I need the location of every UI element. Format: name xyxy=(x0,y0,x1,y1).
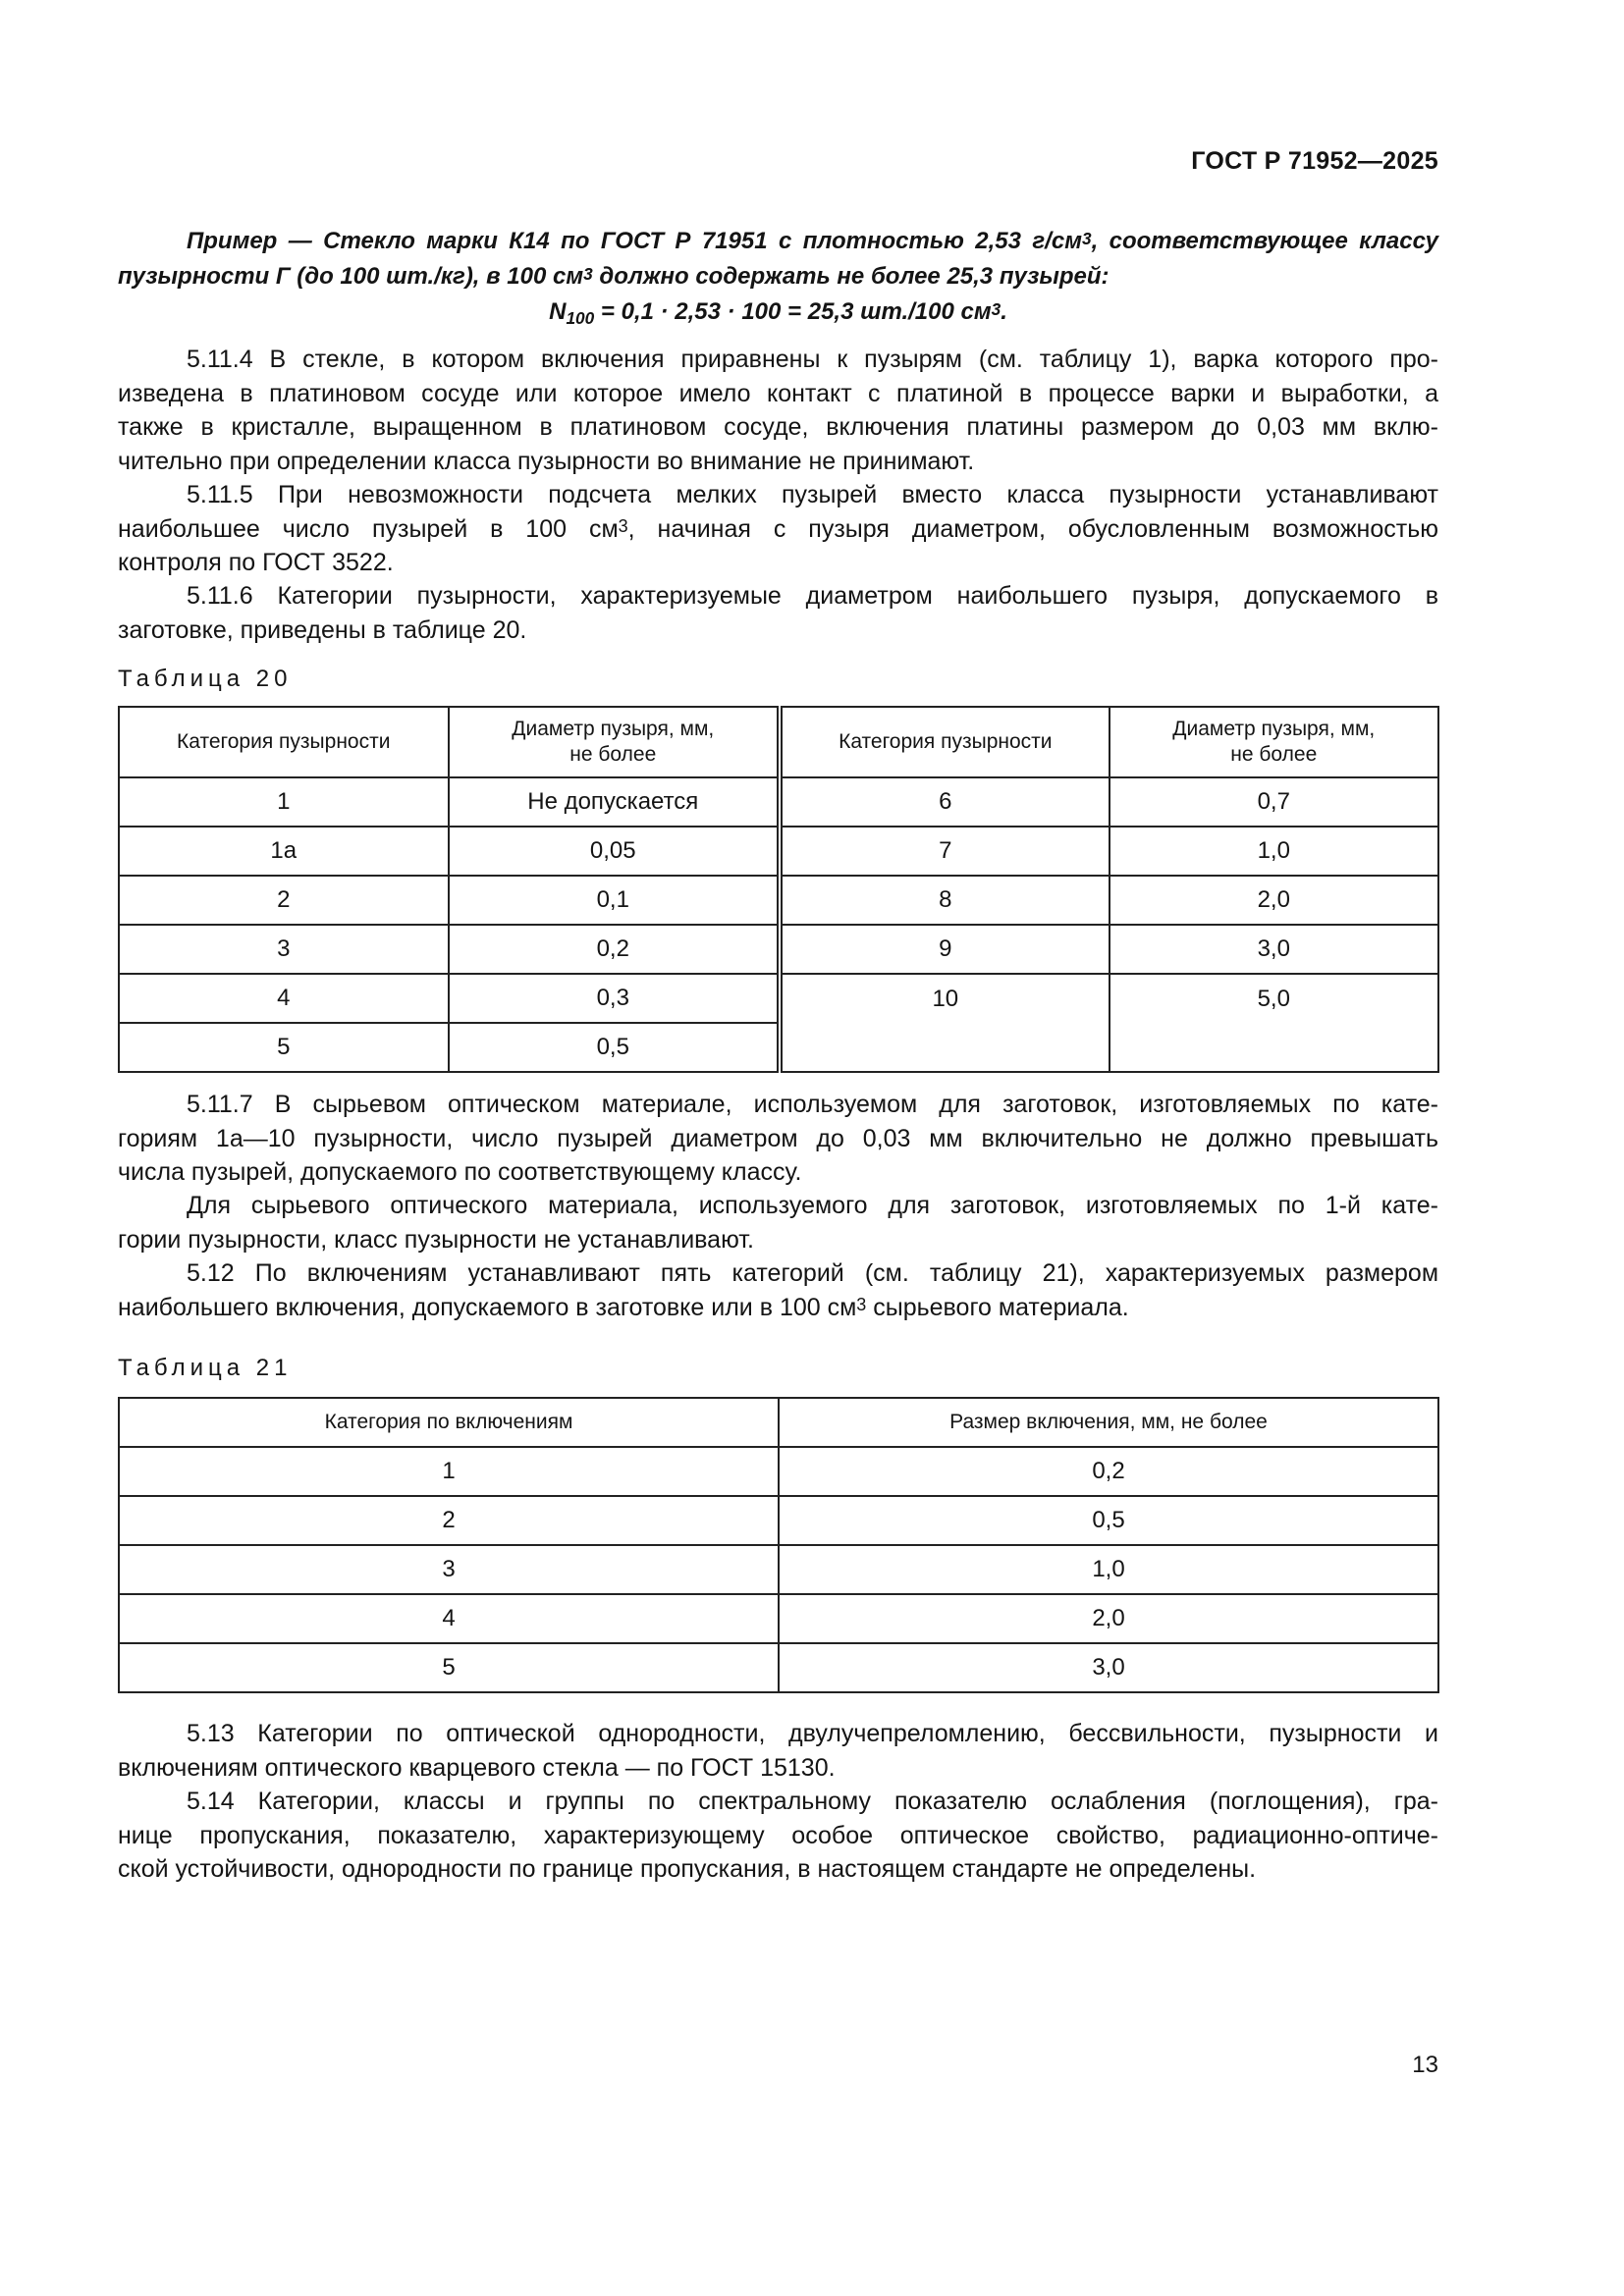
table-21 xyxy=(118,1397,1439,1693)
document-id-header: ГОСТ Р 71952—2025 xyxy=(1191,147,1438,175)
paragraph-5-11-5-line-2: наибольшее число пузырей в 100 $см^3$, начиная с пузыря диаметром, обусловленным возможностью xyxy=(118,514,1438,543)
table-20-header-category-2: Категория пузырности xyxy=(780,707,1110,777)
table-20 xyxy=(118,706,1439,1073)
table-row: 4 2,0 xyxy=(119,1594,1438,1643)
example-line-2: пузырности Г (до 100 шт./кг), в 100 $см^3$ должно содержать не более 25,3 пузырей: xyxy=(118,263,1110,290)
table-20-caption: Таблица 20 xyxy=(118,666,293,692)
table-20-header-diameter-2: Диаметр пузыря, мм, не более xyxy=(1110,707,1438,777)
example-formula: $N_{100} = 0,1 \cdot 2,53 \cdot 100 = 25,3$ шт./100 $см^3$. xyxy=(549,298,1007,329)
example-note xyxy=(118,224,1438,294)
paragraph-5-11-5: 5.11.5 При невозможности подсчета мелких пузырей вместо класса пузырности устанавливают наибольшее число пузырей в 100 $см^3$, начиная с пузыря диаметром, обусловленным возможностью контроля по ГОСТ 3522. xyxy=(118,481,1438,576)
document-page xyxy=(118,0,1438,2296)
paragraph-raw-material: Для сырьевого оптического материала, используемого для заготовок, изготовляемых по 1-й кате- гории пузырности, класс пузырности не устанавливают. xyxy=(118,1192,1438,1254)
table-20-header-category: Категория пузырности xyxy=(119,707,449,777)
table-row: 5 0,5 xyxy=(119,1023,1438,1072)
page-number: 13 xyxy=(1412,2052,1438,2078)
paragraph-5-13: 5.13 Категории по оптической однородности, двулучепреломлению, бессвильности, пузырности и включениям оптического кварцевого стекла — по ГОСТ 15130. xyxy=(118,1720,1438,1782)
table-row: 1а 0,05 7 1,0 xyxy=(119,827,1438,876)
paragraph-5-11-6: 5.11.6 Категории пузырности, характеризуемые диаметром наибольшего пузыря, допускаемого в заготовке, приведены в таблице 20. xyxy=(118,582,1438,644)
table-row: 3 1,0 xyxy=(119,1545,1438,1594)
table-21-header-size: Размер включения, мм, не более xyxy=(779,1398,1438,1447)
table-21-header-row xyxy=(119,1398,1438,1447)
table-row: 3 0,2 9 3,0 xyxy=(119,925,1438,974)
table-21-header-category: Категория по включениям xyxy=(119,1398,779,1447)
table-row: 5 3,0 xyxy=(119,1643,1438,1692)
table-row: 2 0,5 xyxy=(119,1496,1438,1545)
example-line-1: Пример — Стекло марки К14 по ГОСТ Р 71951 с плотностью 2,53 $г/см^3$, соответствующее классу xyxy=(187,228,1438,254)
table-21-caption: Таблица 21 xyxy=(118,1355,293,1381)
table-20-header-diameter: Диаметр пузыря, мм, не более xyxy=(449,707,781,777)
table-row: 2 0,1 8 2,0 xyxy=(119,876,1438,925)
paragraph-5-11-4: 5.11.4 В стекле, в котором включения приравнены к пузырям (см. таблицу 1), варка которого про- изведена в платиновом сосуде или которое имело контакт с платиной в процессе варки и выработки, а также в кристалле, выращенном в платиновом сосуде, включения платины размером до 0,03 мм вклю- чительно при определении класса пузырности во внимание не принимают. xyxy=(118,346,1438,475)
table-row: 1 Не допускается 6 0,7 xyxy=(119,777,1438,827)
table-row: 4 0,3 10 5,0 xyxy=(119,974,1438,1023)
table-20-header-row xyxy=(119,707,1438,777)
paragraph-5-14: 5.14 Категории, классы и группы по спектральному показателю ослабления (поглощения), гра- нице пропускания, показателю, характеризующему особое оптическое свойство, радиационно-оптиче- ской устойчивости, однородности по границе пропускания, в настоящем стандарте не определены. xyxy=(118,1788,1438,1883)
paragraph-5-11-7: 5.11.7 В сырьевом оптическом материале, используемом для заготовок, изготовляемых по кате- гориям 1а—10 пузырности, число пузырей диаметром до 0,03 мм включительно не должно превышать числа пузырей, допускаемого по соответствующему классу. xyxy=(118,1091,1438,1186)
paragraph-5-12: 5.12 По включениям устанавливают пять категорий (см. таблицу 21), характеризуемых размером наибольшего включения, допускаемого в заготовке или в 100 $см^3$ сырьевого материала. xyxy=(118,1256,1438,1324)
paragraph-5-12-line-2: наибольшего включения, допускаемого в заготовке или в 100 $см^3$ сырьевого материала. xyxy=(118,1293,1129,1321)
table-row: 1 0,2 xyxy=(119,1447,1438,1496)
